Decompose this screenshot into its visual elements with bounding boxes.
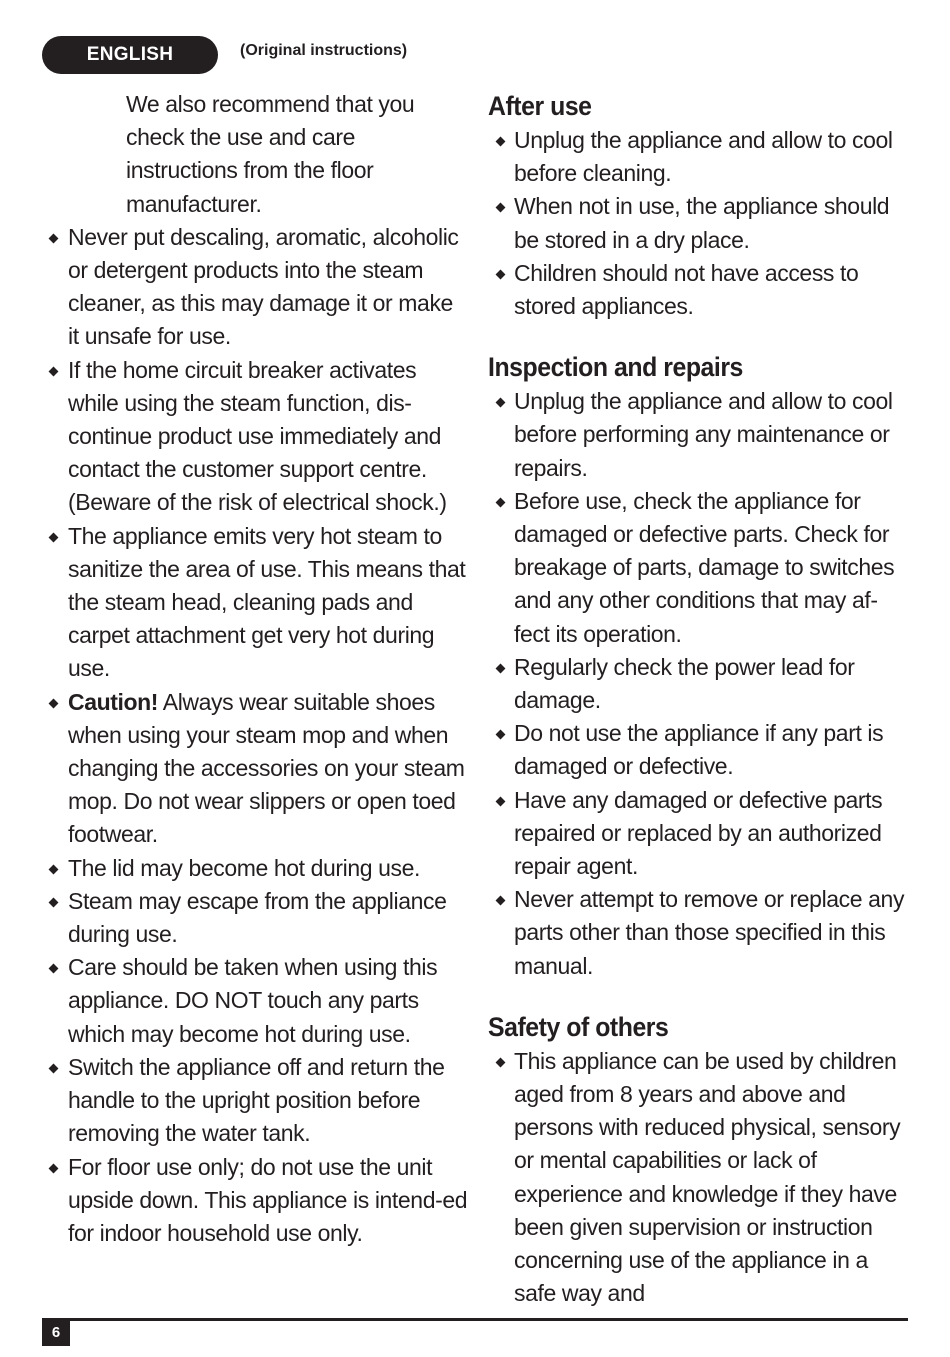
diamond-bullet-icon bbox=[49, 532, 59, 542]
list-item: If the home circuit breaker activates while using the steam function, dis-continue product use immediately and contact the customer support centre. (Beware of the risk of electrical shock.) bbox=[46, 354, 468, 520]
diamond-bullet-icon bbox=[496, 663, 506, 673]
diamond-bullet-icon bbox=[49, 233, 59, 243]
diamond-bullet-icon bbox=[496, 398, 506, 408]
list-item: Caution! Always wear suitable shoes when using your steam mop and when changing the accessories on your steam mop. Do not wear slippers or open toed footwear. bbox=[46, 686, 468, 852]
list-item: Regularly check the power lead for damage. bbox=[488, 651, 912, 717]
list-item: Switch the appliance off and return the handle to the upright position before removing the water tank. bbox=[46, 1051, 468, 1151]
list-item: The lid may become hot during use. bbox=[46, 852, 468, 885]
list-item: Unplug the appliance and allow to cool before performing any maintenance or repairs. bbox=[488, 385, 912, 485]
diamond-bullet-icon bbox=[496, 497, 506, 507]
diamond-bullet-icon bbox=[49, 1063, 59, 1073]
list-item: Children should not have access to stored appliances. bbox=[488, 257, 912, 323]
diamond-bullet-icon bbox=[496, 203, 506, 213]
diamond-bullet-icon bbox=[49, 698, 59, 708]
list-item: When not in use, the appliance should be stored in a dry place. bbox=[488, 190, 912, 256]
language-badge bbox=[42, 36, 218, 74]
list-item: For floor use only; do not use the unit upside down. This appliance is intend-ed for indoor household use only. bbox=[46, 1151, 468, 1251]
diamond-bullet-icon bbox=[49, 897, 59, 907]
intro-paragraph: We also recommend that you check the use and care instructions from the floor manufacturer. bbox=[126, 91, 415, 217]
list-item: Do not use the appliance if any part is damaged or defective. bbox=[488, 717, 912, 783]
section-spacer bbox=[488, 983, 912, 1009]
diamond-bullet-icon bbox=[496, 796, 506, 806]
list-item: Steam may escape from the appliance during use. bbox=[46, 885, 468, 951]
footer-divider bbox=[42, 1318, 908, 1321]
left-column bbox=[46, 88, 468, 1250]
list-item: Have any damaged or defective parts repaired or replaced by an authorized repair agent. bbox=[488, 784, 912, 884]
section-heading-safety: Safety of others bbox=[488, 1011, 669, 1042]
section-heading-inspection: Inspection and repairs bbox=[488, 352, 743, 383]
after-use-list bbox=[488, 124, 912, 323]
diamond-bullet-icon bbox=[496, 269, 506, 279]
section-heading-after-use: After use bbox=[488, 91, 592, 121]
list-item: Never attempt to remove or replace any parts other than those specified in this manual. bbox=[488, 883, 912, 983]
section-spacer bbox=[488, 323, 912, 349]
inspection-list bbox=[488, 385, 912, 983]
list-item: The appliance emits very hot steam to sanitize the area of use. This means that the steam head, cleaning pads and carpet attachment get very hot during use. bbox=[46, 520, 468, 686]
diamond-bullet-icon bbox=[49, 366, 59, 376]
diamond-bullet-icon bbox=[496, 896, 506, 906]
left-bullet-list bbox=[46, 221, 468, 1250]
diamond-bullet-icon bbox=[496, 730, 506, 740]
right-column bbox=[488, 88, 912, 1311]
list-item: Unplug the appliance and allow to cool before cleaning. bbox=[488, 124, 912, 190]
diamond-bullet-icon bbox=[496, 137, 506, 147]
caution-label: Caution! bbox=[68, 688, 159, 715]
original-instructions-label: (Original instructions) bbox=[240, 42, 408, 59]
list-item: This appliance can be used by children aged from 8 years and above and persons with reduced physical, sensory or mental capabilities or lack of experience and knowledge if they have been given supervision or instruction concerning use of the appliance in a safe way and bbox=[488, 1045, 912, 1311]
page-number: 6 bbox=[42, 1318, 70, 1346]
diamond-bullet-icon bbox=[49, 864, 59, 874]
safety-list bbox=[488, 1045, 912, 1311]
list-item: Never put descaling, aromatic, alcoholic or detergent products into the steam cleaner, as this may damage it or make it unsafe for use. bbox=[46, 221, 468, 354]
diamond-bullet-icon bbox=[49, 1163, 59, 1173]
diamond-bullet-icon bbox=[496, 1057, 506, 1067]
list-item: Care should be taken when using this appliance. DO NOT touch any parts which may become hot during use. bbox=[46, 951, 468, 1051]
list-item: Before use, check the appliance for damaged or defective parts. Check for breakage of parts, damage to switches and any other conditions that may af-fect its operation. bbox=[488, 485, 912, 651]
language-label: ENGLISH bbox=[86, 44, 174, 65]
diamond-bullet-icon bbox=[49, 964, 59, 974]
